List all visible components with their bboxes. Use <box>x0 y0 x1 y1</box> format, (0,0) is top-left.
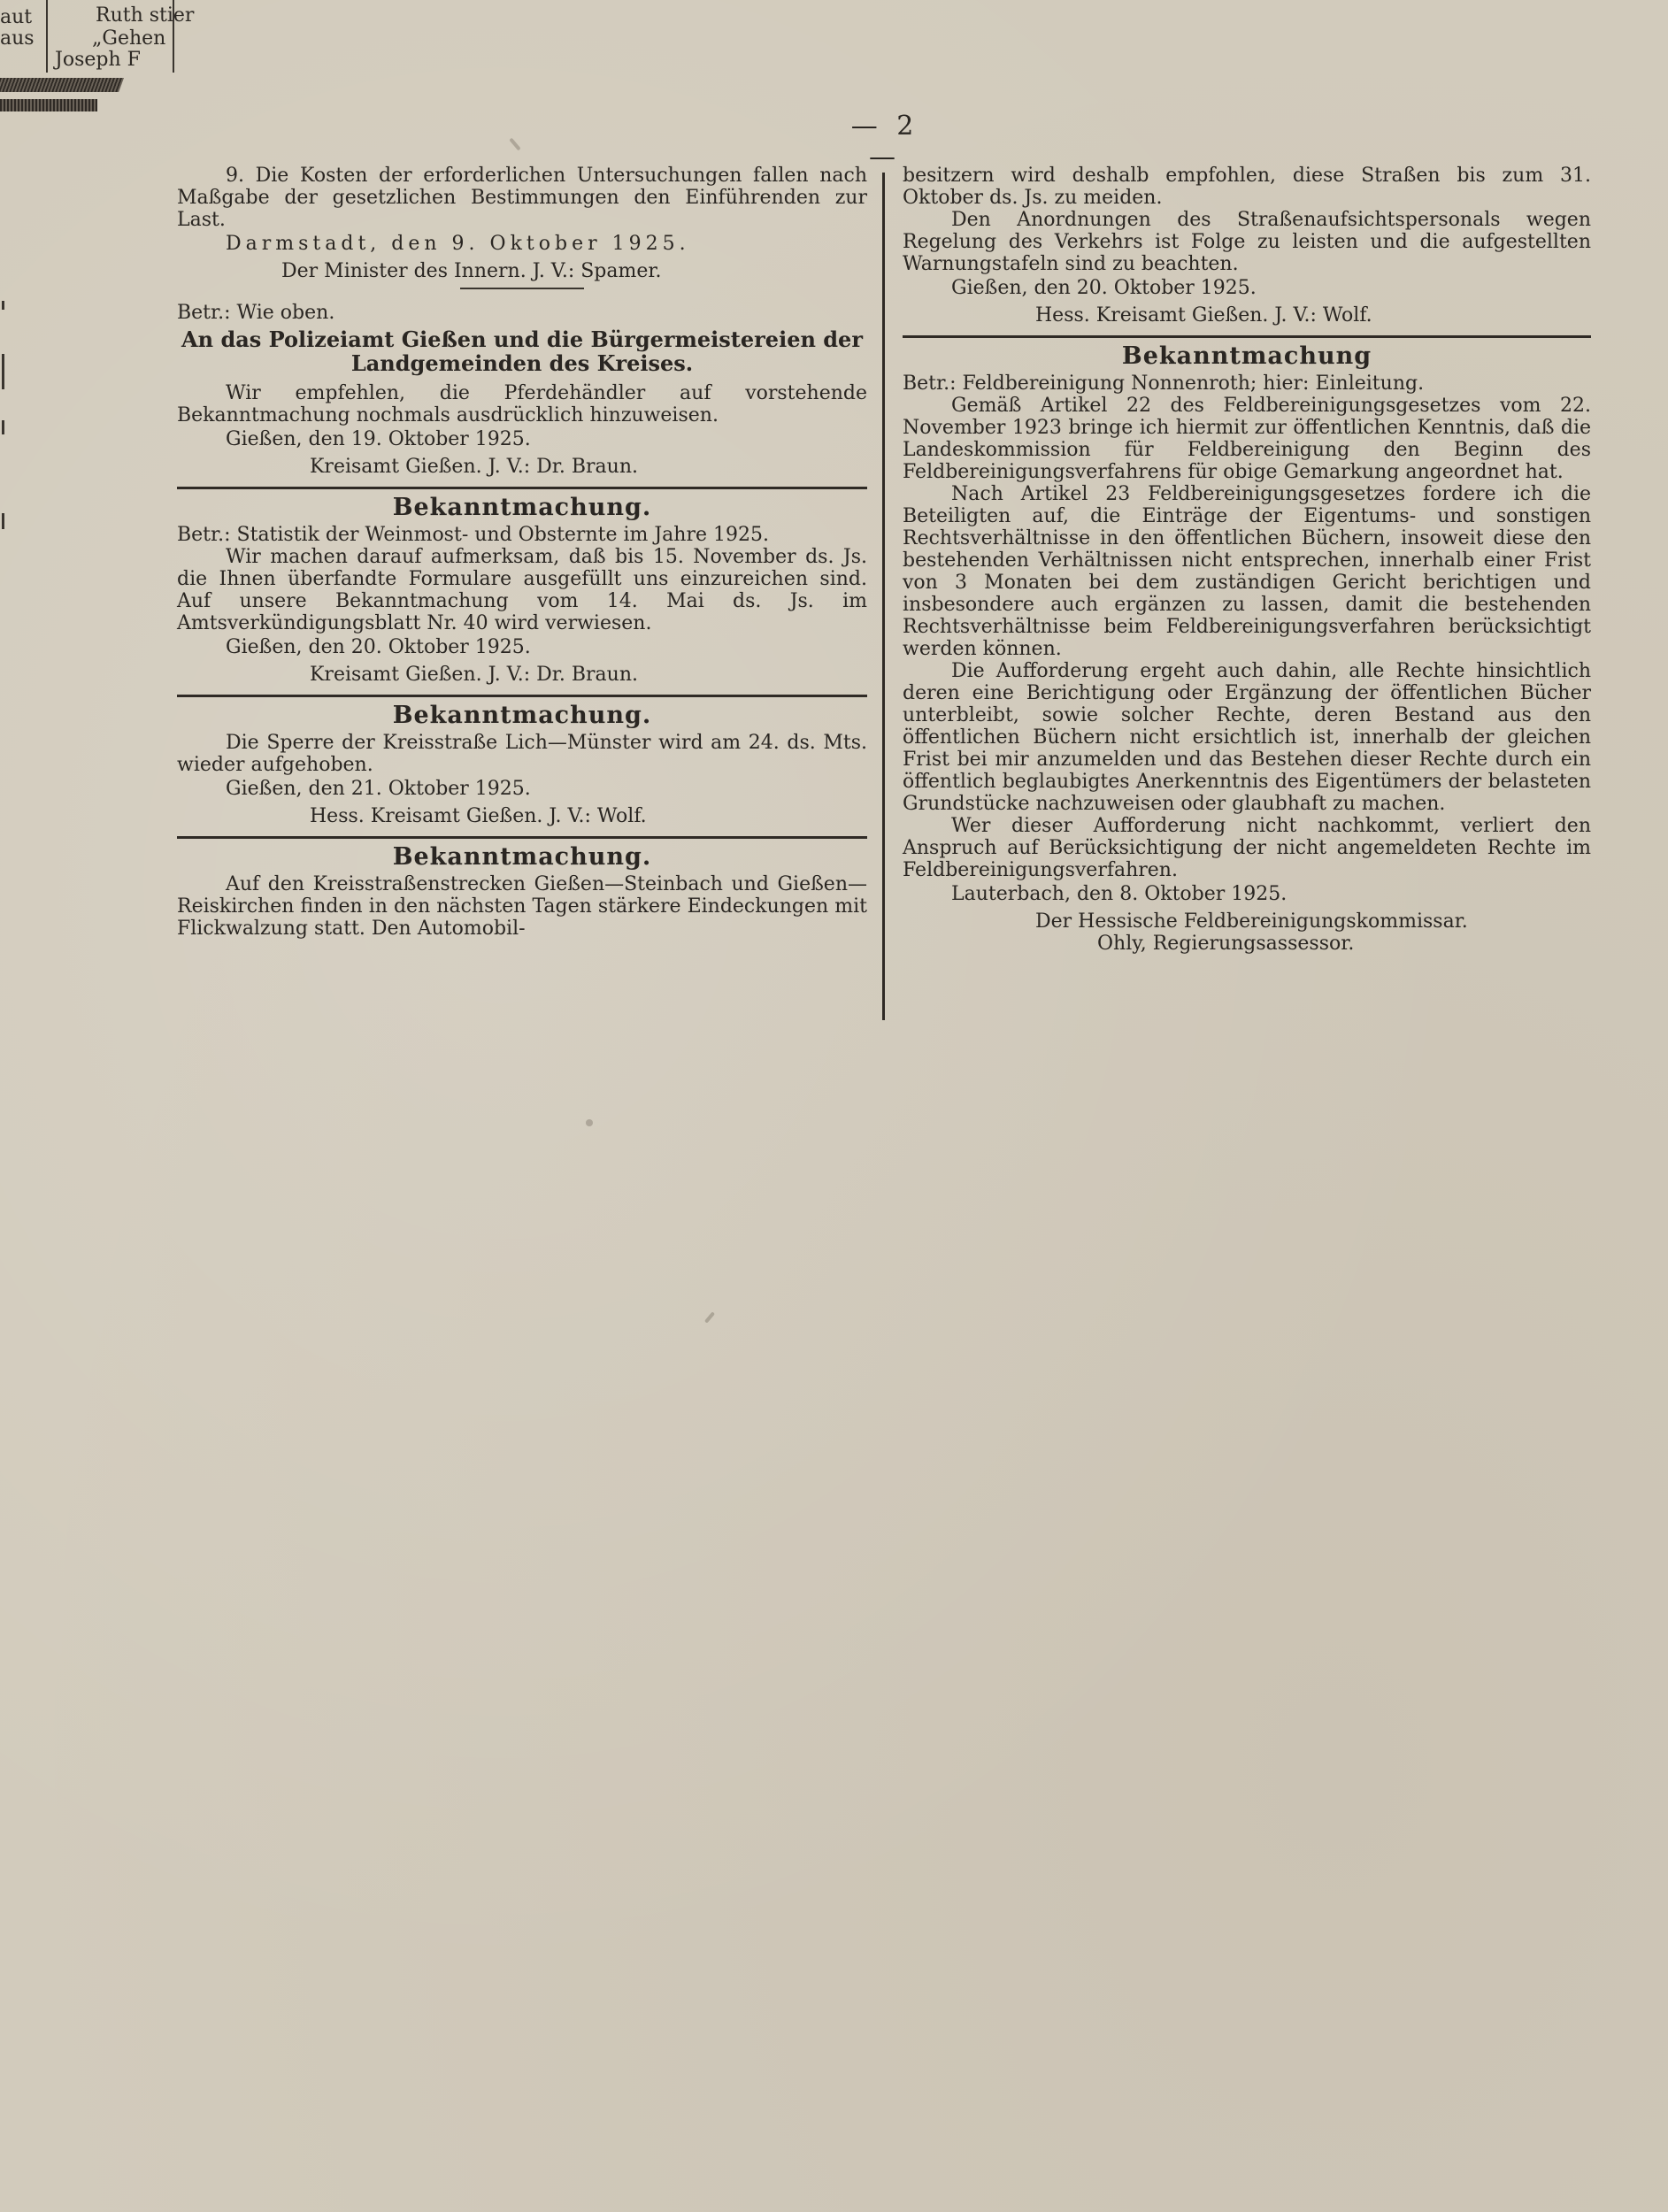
address-heading: An das Polizeiamt Gießen und die Bürgermeistereien der Landgemeinden des Kreises. <box>181 326 863 376</box>
article-paragraph: 9. Die Kosten der erforderlichen Untersuchungen fallen nach Maßgabe der gesetzlichen Bestimmungen den Einführenden zur Last. <box>177 165 867 231</box>
remnant-left-text: aus <box>0 27 35 50</box>
section-rule <box>177 487 867 489</box>
column-rule <box>882 173 885 1020</box>
section-heading: Bekanntmachung. <box>392 702 652 729</box>
remnant-hatch-rule <box>0 78 124 92</box>
signature-line: Kreisamt Gießen. J. V.: Dr. Braun. <box>310 664 639 686</box>
signature-line: Hess. Kreisamt Gießen. J. V.: Wolf. <box>310 805 647 827</box>
subject-line: Betr.: Feldbereinigung Nonnenroth; hier: Einleitung. <box>903 373 1425 395</box>
remnant-hatch-rule <box>0 99 97 111</box>
dateline: Gießen, den 19. Oktober 1925. <box>226 428 531 450</box>
paper-speck <box>704 1311 715 1323</box>
dateline: Lauterbach, den 8. Oktober 1925. <box>951 883 1288 905</box>
subject-line: Betr.: Statistik der Weinmost- und Obsternte im Jahre 1925. <box>177 524 769 546</box>
page-number: — 2 — <box>850 111 919 173</box>
article-paragraph: Gemäß Artikel 22 des Feldbereinigungsgesetzes vom 22. November 1923 bringe ich hiermit zur öffentlichen Kenntnis, daß die Landeskommission für Feldbereinigung den Beginn des Feldbereinigungsverfahrens für obige Gemarkung angeordnet hat. <box>903 395 1591 483</box>
paper-speck <box>586 1119 593 1126</box>
remnant-text: „Gehen <box>92 27 166 50</box>
article-paragraph: Nach Artikel 23 Feldbereinigungsgesetzes fordere ich die Beteiligten auf, die Einträge der Eigentums- und sonstigen Rechtsverhältnisse in den öffentlichen Büchern, insoweit diese den bestehenden Verhältnissen nicht entsprechen, innerhalb einer Frist von 3 Monaten bei dem zuständigen Gericht berichtigen und insbesondere auch ergänzen zu lassen, damit die bestehenden Rechtsverhältnisse beim Feldbereinigungsverfahren berücksichtigt werden können. <box>903 483 1591 660</box>
remnant-text: Ruth stier <box>96 4 195 27</box>
left-column <box>177 165 867 940</box>
section-heading: Bekanntmachung. <box>392 843 652 871</box>
article-paragraph: Wir machen darauf aufmerksam, daß bis 15. November ds. Js. die Ihnen überfandte Formulare ausgefüllt uns einzureichen sind. Auf unsere Bekanntmachung vom 14. Mai ds. Js. im Amtsverkündigungsblatt Nr. 40 wird verwiesen. <box>177 546 867 634</box>
previous-page-remnant <box>0 0 204 119</box>
section-rule <box>177 836 867 839</box>
remnant-column-rule <box>46 0 48 73</box>
section-heading: Bekanntmachung <box>1121 342 1372 370</box>
section-rule <box>903 335 1591 338</box>
article-paragraph: Auf den Kreisstraßenstrecken Gießen—Steinbach und Gießen—Reiskirchen finden in den nächsten Tagen stärkere Eindeckungen mit Flickwalzung statt. Den Automobil- <box>177 873 867 940</box>
right-column <box>903 165 1591 960</box>
signature-line: Ohly, Regierungsassessor. <box>1097 933 1355 955</box>
dateline: Gießen, den 21. Oktober 1925. <box>226 778 531 800</box>
subject-line: Betr.: Wie oben. <box>177 302 335 324</box>
dateline: Darmstadt, den 9. Oktober 1925. <box>226 233 690 255</box>
divider <box>460 288 584 289</box>
article-paragraph: Wir empfehlen, die Pferdehändler auf vorstehende Bekanntmachung nochmals ausdrücklich hinzuweisen. <box>177 382 867 426</box>
signature-line: Kreisamt Gießen. J. V.: Dr. Braun. <box>310 456 639 478</box>
dateline: Gießen, den 20. Oktober 1925. <box>226 636 531 658</box>
signature-line: Hess. Kreisamt Gießen. J. V.: Wolf. <box>1035 304 1372 326</box>
signature-line: Der Minister des Innern. J. V.: Spamer. <box>281 260 662 282</box>
article-paragraph: Die Aufforderung ergeht auch dahin, alle Rechte hinsichtlich deren eine Berichtigung oder Ergänzung der öffentlichen Bücher unterbleibt, sowie solcher Rechte, deren Bestand aus den öffentlichen Büchern nicht ersichtlich ist, innerhalb der gleichen Frist bei mir anzumelden und das Bestehen dieser Rechte durch ein öffentlich beglaubigtes Anerkenntnis des Eigentümers der belasteten Grundstücke nachzuweisen oder glaubhaft zu machen. <box>903 660 1591 815</box>
article-paragraph: Den Anordnungen des Straßenaufsichtspersonals wegen Regelung des Verkehrs ist Folge zu leisten und die aufgestellten Warnungstafeln sind zu beachten. <box>903 209 1591 275</box>
dateline: Gießen, den 20. Oktober 1925. <box>951 277 1257 299</box>
article-paragraph: besitzern wird deshalb empfohlen, diese Straßen bis zum 31. Oktober ds. Js. zu meiden. <box>903 165 1591 209</box>
article-paragraph: Die Sperre der Kreisstraße Lich—Münster wird am 24. ds. Mts. wieder aufgehoben. <box>177 732 867 776</box>
paper-speck <box>509 138 520 151</box>
signature-line: Der Hessische Feldbereinigungskommissar. <box>1035 910 1468 933</box>
section-rule <box>177 695 867 697</box>
section-heading: Bekanntmachung. <box>392 494 652 521</box>
remnant-left-text: aut <box>0 6 33 28</box>
remnant-text: Joseph F <box>55 49 141 71</box>
article-paragraph: Wer dieser Aufforderung nicht nachkommt, verliert den Anspruch auf Berücksichtigung der nicht angemeldeten Rechte im Feldbereinigungsverfahren. <box>903 815 1591 881</box>
